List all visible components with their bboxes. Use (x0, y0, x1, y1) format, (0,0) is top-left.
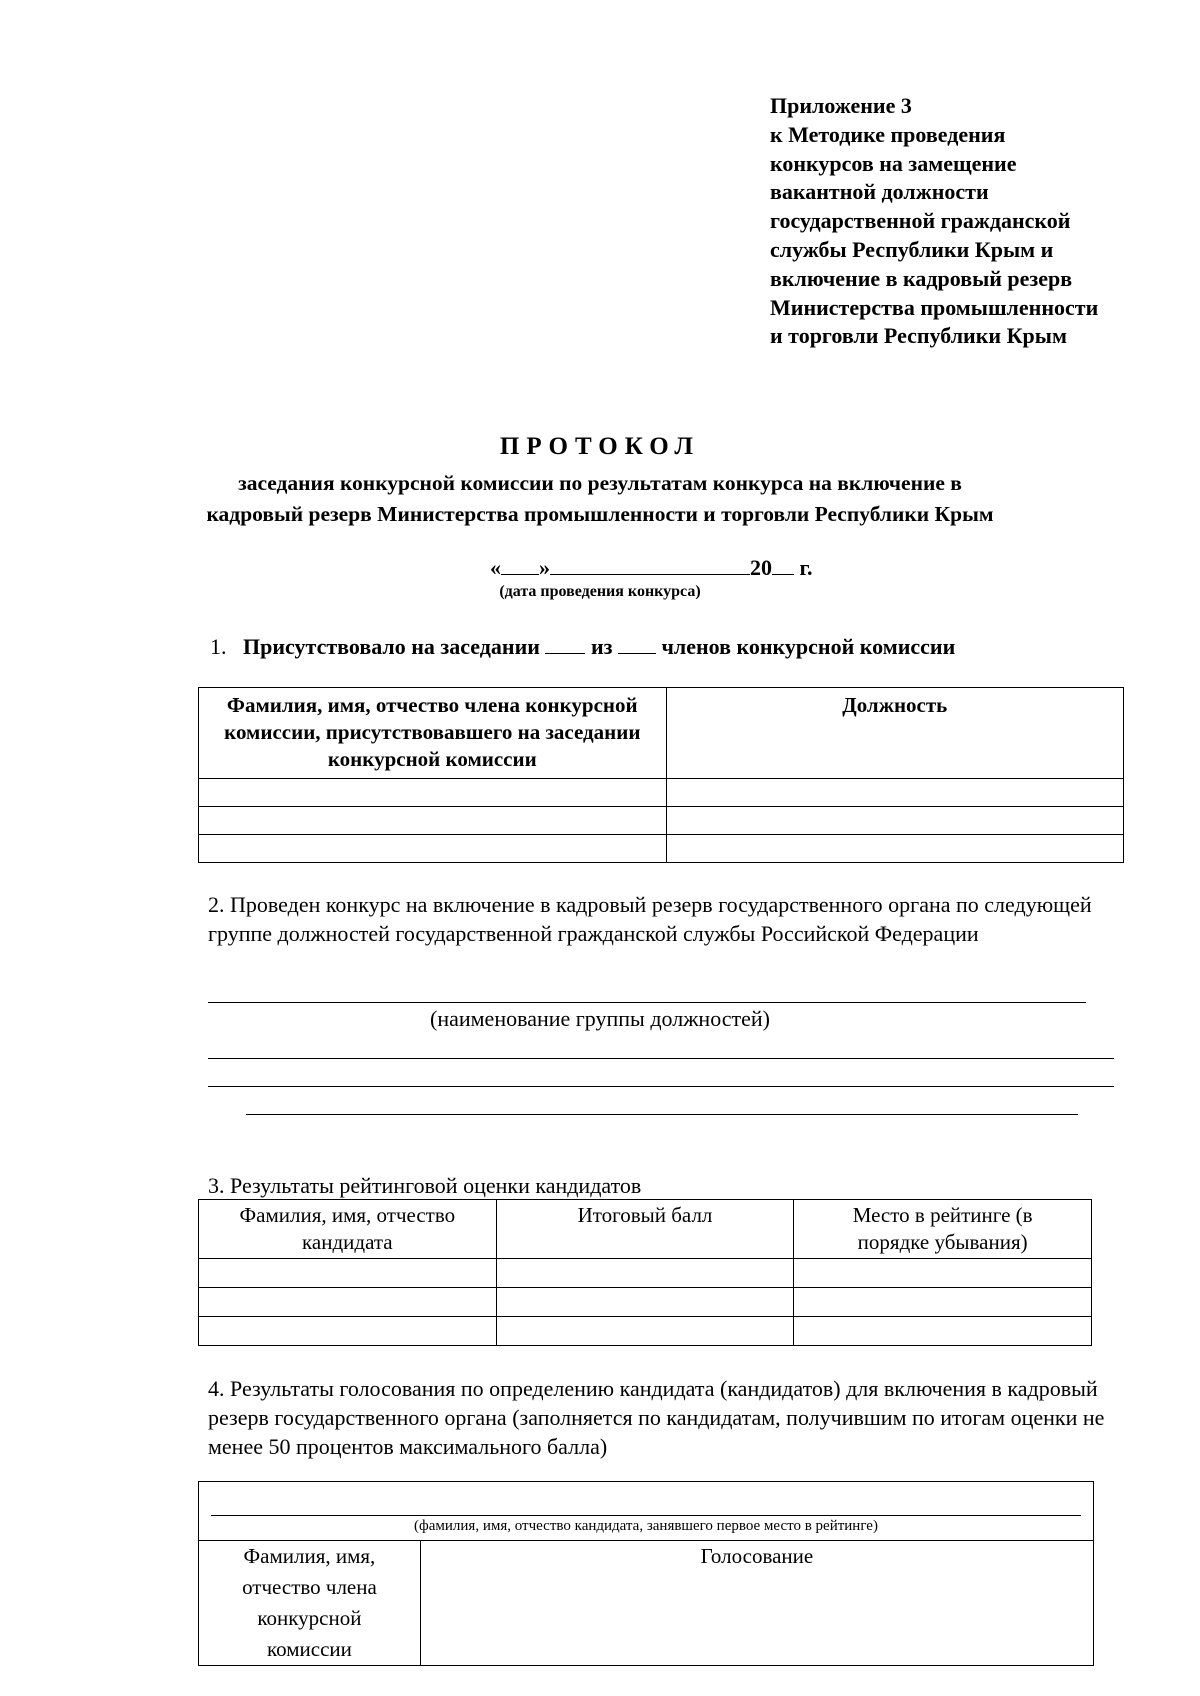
present-count-blank (545, 633, 585, 654)
voting-header: Голосование (420, 1541, 1093, 1666)
table-row (199, 835, 1124, 863)
table-cell[interactable] (496, 1317, 794, 1346)
attendees-table (198, 687, 1124, 863)
candidate-cell[interactable] (199, 1482, 1094, 1541)
section-1-text-c: членов конкурсной комиссии (661, 634, 956, 659)
table-cell[interactable] (199, 779, 667, 807)
subtitle-line-2: кадровый резерв Министерства промышленности и торговли Республики Крым (206, 502, 994, 526)
table-header-row (199, 1541, 1094, 1666)
year-suffix: г. (799, 555, 813, 580)
table-cell[interactable] (199, 807, 667, 835)
appendix-line: государственной гражданской (770, 208, 1071, 234)
candidate-caption: (фамилия, имя, отчество кандидата, занявшего первое место в рейтинге) (414, 1518, 878, 1534)
appendix-line: включение в кадровый резерв (770, 265, 1073, 291)
blank-line[interactable] (208, 1058, 1114, 1059)
year-blank (772, 554, 794, 575)
table-cell[interactable] (496, 1259, 794, 1288)
document-subtitle (0, 468, 1200, 530)
subtitle-line-1: заседания конкурсной комиссии по результатам конкурса на включение в (238, 471, 962, 495)
voting-table (198, 1481, 1094, 1666)
attendee-name-header: Фамилия, имя, отчество члена конкурсной комиссии, присутствовавшего на заседании конкурсной комиссии (199, 688, 667, 779)
section-2-text: 2. Проведен конкурс на включение в кадровый резерв государственного органа по следующей группе должностей государственной гражданской службы Российской Федерации (208, 892, 1092, 946)
table-header-row (199, 688, 1124, 779)
table-header-row (199, 1200, 1092, 1259)
member-name-header: Фамилия, имя, отчество члена конкурсной комиссии (199, 1541, 421, 1666)
date-caption: (дата проведения конкурса) (499, 583, 701, 600)
date-close-quote: » (539, 555, 550, 580)
candidate-name-header: Фамилия, имя, отчество кандидата (199, 1200, 497, 1259)
table-row (199, 779, 1124, 807)
rating-table (198, 1199, 1092, 1346)
table-cell[interactable] (666, 807, 1123, 835)
table-cell[interactable] (666, 835, 1123, 863)
appendix-line: службы Республики Крым и (770, 236, 1054, 262)
table-row (199, 1288, 1092, 1317)
position-group-line[interactable] (208, 1002, 1086, 1003)
candidate-name-line[interactable] (211, 1515, 1081, 1516)
position-group-caption: (наименование группы должностей) (430, 1006, 770, 1031)
section-3-heading: 3. Результаты рейтинговой оценки кандидатов (208, 1173, 642, 1198)
section-1-text-b: из (590, 634, 613, 659)
table-cell[interactable] (794, 1317, 1092, 1346)
table-row (199, 1259, 1092, 1288)
table-cell[interactable] (794, 1288, 1092, 1317)
blank-line[interactable] (208, 1086, 1114, 1087)
section-4-text: 4. Результаты голосования по определению кандидата (кандидатов) для включения в кадровый резерв государственного органа (заполняется по кандидатам, получившим по итогам оценки не менее 50 процентов максимального балла) (208, 1376, 1105, 1459)
blank-line[interactable] (246, 1114, 1078, 1115)
appendix-line: конкурсов на замещение (770, 150, 1017, 176)
day-blank (501, 554, 539, 575)
document-title: ПРОТОКОЛ (499, 433, 701, 460)
table-cell[interactable] (199, 1288, 497, 1317)
table-row (199, 807, 1124, 835)
appendix-line: Приложение 3 (770, 93, 912, 118)
rating-place-header: Место в рейтинге (в порядке убывания) (794, 1200, 1092, 1259)
date-open-quote: « (490, 555, 501, 580)
table-cell[interactable] (199, 835, 667, 863)
year-prefix: 20 (750, 555, 772, 580)
total-count-blank (618, 633, 656, 654)
appendix-line: и торговли Республики Крым (770, 323, 1067, 349)
final-score-header: Итоговый балл (496, 1200, 794, 1259)
section-1-number: 1. (210, 634, 227, 659)
section-1-text (210, 633, 955, 660)
table-row (199, 1317, 1092, 1346)
appendix-line: Министерства промышленности (770, 294, 1099, 320)
table-cell[interactable] (199, 1317, 497, 1346)
appendix-line: вакантной должности (770, 179, 989, 205)
month-blank (550, 554, 750, 575)
candidate-row (199, 1482, 1094, 1541)
table-cell[interactable] (666, 779, 1123, 807)
attendee-position-header: Должность (666, 688, 1123, 779)
table-cell[interactable] (199, 1259, 497, 1288)
table-cell[interactable] (496, 1288, 794, 1317)
appendix-line: к Методике проведения (770, 121, 1006, 147)
appendix-reference (770, 92, 1170, 351)
section-1-text-a: Присутствовало на заседании (243, 634, 540, 659)
table-cell[interactable] (794, 1259, 1092, 1288)
